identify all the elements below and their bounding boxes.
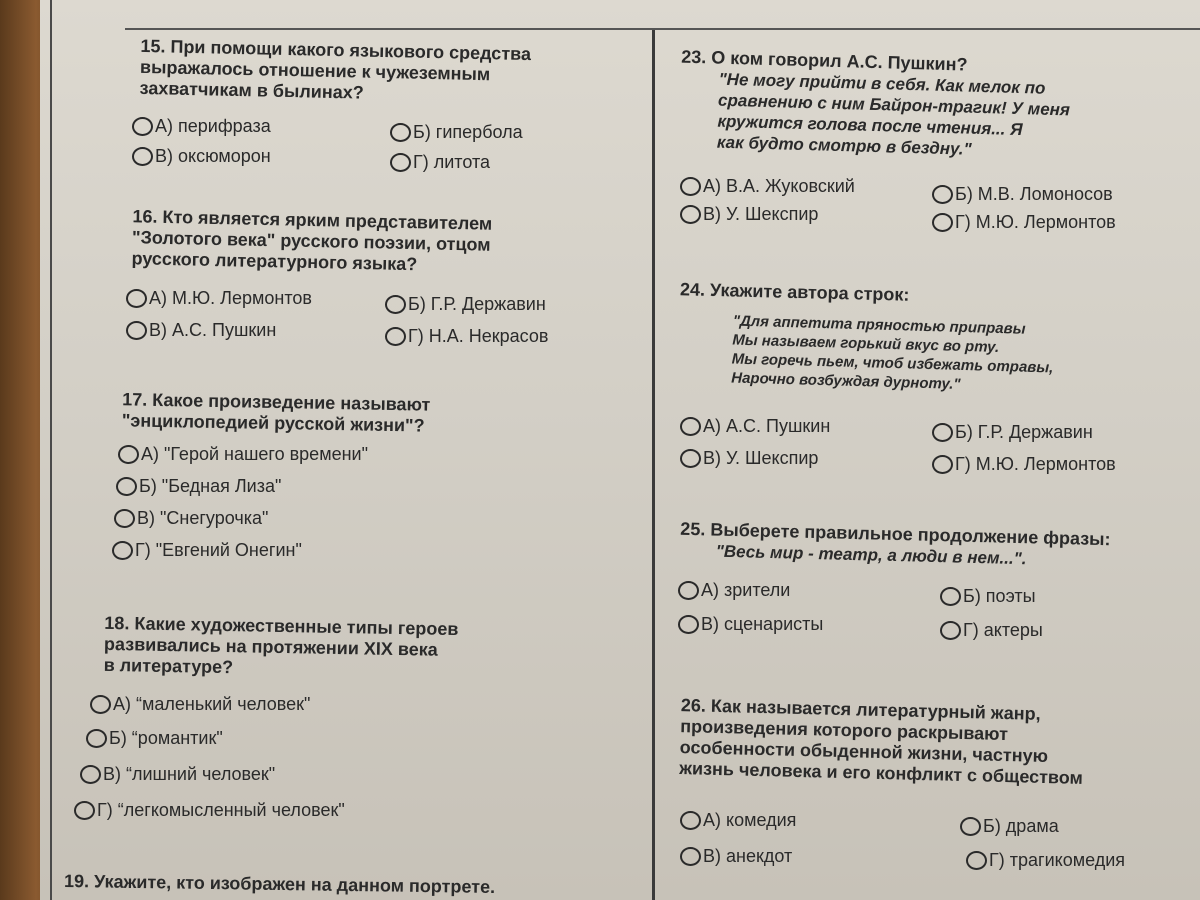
question-17-text: 17. Какое произведение называют "энциклопедией русской жизни"? xyxy=(121,389,431,436)
q25-option-g[interactable]: Г) актеры xyxy=(940,620,1043,641)
question-24-quote: "Для аппетита пряностью приправы Мы называем горький вкус во рту. Мы горечь пьем, чтоб избежать отравы, Нарочно возбуждая дурноту." xyxy=(731,312,1054,393)
question-24-quote-block xyxy=(731,312,1055,397)
question-16 xyxy=(131,206,492,277)
question-19-text: 19. Укажите, кто изображен на данном портрете. xyxy=(63,870,496,898)
q18-option-v[interactable]: В) “лишний человек" xyxy=(80,764,275,785)
radio-circle-icon[interactable] xyxy=(126,289,147,308)
question-24 xyxy=(680,279,910,306)
test-sheet xyxy=(40,0,1200,900)
q23-option-b[interactable]: Б) М.В. Ломоносов xyxy=(932,184,1113,205)
question-18 xyxy=(103,613,458,682)
q18-option-a[interactable]: А) “маленький человек" xyxy=(90,694,310,715)
radio-circle-icon[interactable] xyxy=(118,445,139,464)
radio-circle-icon[interactable] xyxy=(680,847,701,866)
radio-circle-icon[interactable] xyxy=(678,581,699,600)
radio-circle-icon[interactable] xyxy=(86,729,107,748)
q26-option-g[interactable]: Г) трагикомедия xyxy=(966,850,1125,871)
radio-circle-icon[interactable] xyxy=(390,123,411,142)
question-25-quote: "Весь мир - театр, а люди в нем...". xyxy=(715,541,1027,569)
radio-circle-icon[interactable] xyxy=(112,541,133,560)
radio-circle-icon[interactable] xyxy=(132,147,153,166)
q23-option-v[interactable]: В) У. Шекспир xyxy=(680,204,818,225)
q26-option-a[interactable]: А) комедия xyxy=(680,810,796,831)
question-23-text: 23. О ком говорил А.С. Пушкин? xyxy=(680,46,968,75)
q15-option-b[interactable]: Б) гипербола xyxy=(390,122,523,143)
q25-option-b[interactable]: Б) поэты xyxy=(940,586,1036,607)
radio-circle-icon[interactable] xyxy=(680,417,701,436)
radio-circle-icon[interactable] xyxy=(116,477,137,496)
question-15 xyxy=(139,36,531,107)
radio-circle-icon[interactable] xyxy=(680,205,701,224)
radio-circle-icon[interactable] xyxy=(966,851,987,870)
q25-option-v[interactable]: В) сценаристы xyxy=(678,614,823,635)
q15-option-g[interactable]: Г) литота xyxy=(390,152,490,173)
radio-circle-icon[interactable] xyxy=(932,455,953,474)
radio-circle-icon[interactable] xyxy=(390,153,411,172)
radio-circle-icon[interactable] xyxy=(74,801,95,820)
question-26-text: 26. Как называется литературный жанр, произведения которого раскрывают особенности обыденной жизни, частную жизнь человека и его конфликт с обществом xyxy=(679,695,1084,788)
radio-circle-icon[interactable] xyxy=(126,321,147,340)
radio-circle-icon[interactable] xyxy=(385,295,406,314)
question-25-text: 25. Выберете правильное продолжение фразы: xyxy=(680,518,1111,550)
q26-option-v[interactable]: В) анекдот xyxy=(680,846,792,867)
radio-circle-icon[interactable] xyxy=(932,185,953,204)
radio-circle-icon[interactable] xyxy=(680,811,701,830)
q24-option-g[interactable]: Г) М.Ю. Лермонтов xyxy=(932,454,1116,475)
q23-option-a[interactable]: А) В.А. Жуковский xyxy=(680,176,855,197)
radio-circle-icon[interactable] xyxy=(90,695,111,714)
q16-option-a[interactable]: А) М.Ю. Лермонтов xyxy=(126,288,312,309)
question-24-text: 24. Укажите автора строк: xyxy=(679,279,910,305)
radio-circle-icon[interactable] xyxy=(680,177,701,196)
q24-option-a[interactable]: А) А.С. Пушкин xyxy=(680,416,830,437)
question-17 xyxy=(122,389,431,436)
q16-option-g[interactable]: Г) Н.А. Некрасов xyxy=(385,326,548,347)
radio-circle-icon[interactable] xyxy=(940,587,961,606)
radio-circle-icon[interactable] xyxy=(80,765,101,784)
question-18-text: 18. Какие художественные типы героев развивались на протяжении XIX века в литературе? xyxy=(103,612,459,678)
q17-option-a[interactable]: А) "Герой нашего времени" xyxy=(118,444,368,465)
q18-option-b[interactable]: Б) “романтик" xyxy=(86,728,223,749)
question-26 xyxy=(679,695,1085,789)
radio-circle-icon[interactable] xyxy=(932,213,953,232)
q15-option-v[interactable]: В) оксюморон xyxy=(132,146,271,167)
radio-circle-icon[interactable] xyxy=(680,449,701,468)
question-16-text: 16. Кто является ярким представителем "Золотого века" русского поэзии, отцом русского литературного языка? xyxy=(131,206,493,275)
q15-option-a[interactable]: А) перифраза xyxy=(132,116,271,137)
radio-circle-icon[interactable] xyxy=(940,621,961,640)
radio-circle-icon[interactable] xyxy=(960,817,981,836)
q17-option-g[interactable]: Г) "Евгений Онегин" xyxy=(112,540,302,561)
q17-option-v[interactable]: В) "Снегурочка" xyxy=(114,508,268,529)
radio-circle-icon[interactable] xyxy=(678,615,699,634)
question-25 xyxy=(680,519,1111,572)
q26-option-b[interactable]: Б) драма xyxy=(960,816,1059,837)
radio-circle-icon[interactable] xyxy=(932,423,953,442)
radio-circle-icon[interactable] xyxy=(385,327,406,346)
top-rule xyxy=(125,28,1200,30)
question-23 xyxy=(679,47,1072,163)
radio-circle-icon[interactable] xyxy=(132,117,153,136)
page-border xyxy=(50,0,52,900)
q16-option-v[interactable]: В) А.С. Пушкин xyxy=(126,320,276,341)
q17-option-b[interactable]: Б) "Бедная Лиза" xyxy=(116,476,281,497)
q25-option-a[interactable]: А) зрители xyxy=(678,580,790,601)
q18-option-g[interactable]: Г) “легкомысленный человек" xyxy=(74,800,345,821)
question-19 xyxy=(64,871,495,898)
q24-option-v[interactable]: В) У. Шекспир xyxy=(680,448,818,469)
q16-option-b[interactable]: Б) Г.Р. Державин xyxy=(385,294,546,315)
column-divider xyxy=(652,30,655,900)
question-23-quote: "Не могу прийти в себя. Как мелок по сравнению с ним Байрон-трагик! У меня кружится голова после чтения... Я как будто смотрю в бездну." xyxy=(716,69,1071,159)
question-15-text: 15. При помощи какого языкового средства выражалось отношение к чужеземным захватчикам в былинах? xyxy=(139,35,532,103)
q23-option-g[interactable]: Г) М.Ю. Лермонтов xyxy=(932,212,1116,233)
radio-circle-icon[interactable] xyxy=(114,509,135,528)
q24-option-b[interactable]: Б) Г.Р. Державин xyxy=(932,422,1093,443)
